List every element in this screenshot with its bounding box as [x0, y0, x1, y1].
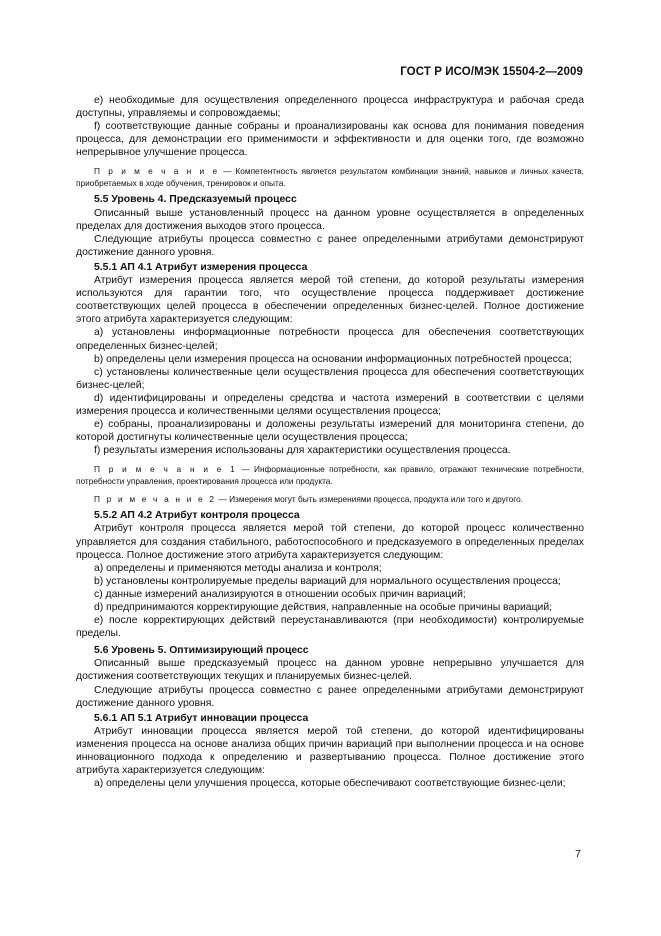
- document-header: ГОСТ Р ИСО/МЭК 15504-2—2009: [400, 66, 583, 78]
- note-label: П р и м е ч а н и е 1: [94, 464, 237, 475]
- paragraph: e) собраны, проанализированы и доложены результаты измерений для мониторинга степени, до которой достигнуты количественные цели осуществления процесса;: [76, 419, 584, 444]
- paragraph: Следующие атрибуты процесса совместно с ранее определенными атрибутами демонстрируют достижение данного уровня.: [76, 684, 584, 709]
- page-number: 7: [575, 848, 581, 860]
- paragraph: a) установлены информационные потребности процесса для обеспечения соответствующих определенных бизнес-целей;: [76, 327, 584, 352]
- paragraph: Описанный выше предсказуемый процесс на данном уровне непрерывно улучшается для достижения соответствующих текущих и планируемых бизнес-целей.: [76, 658, 584, 683]
- subsection-heading: 5.5.1 АП 4.1 Атрибут измерения процесса: [94, 261, 308, 273]
- paragraph: c) установлены количественные цели осуществления процесса для обеспечения соответствующих бизнес-целей;: [76, 366, 584, 391]
- paragraph: Следующие атрибуты процесса совместно с ранее определенными атрибутами демонстрируют достижение данного уровня.: [76, 233, 584, 258]
- section-heading: 5.5 Уровень 4. Предсказуемый процесс: [94, 194, 297, 206]
- paragraph: b) установлены контролируемые пределы вариаций для нормального осуществления процесса;: [94, 575, 561, 587]
- paragraph: e) после корректирующих действий переустанавливаются (при необходимости) контролируемые пределы.: [76, 615, 584, 640]
- subsection-heading: 5.5.2 АП 4.2 Атрибут контроля процесса: [94, 510, 300, 522]
- paragraph: f) соответствующие данные собраны и проанализированы как основа для понимания поведения процесса, для демонстрации его применимости и эффективности и для оценки того, где возможно непрерывное улучшение процесса.: [76, 121, 584, 159]
- note-text: — Компетентность является результатом комбинации знаний, навыков и личных качеств, приобретаемых в ходе обучения, тренировок и опыта.: [76, 166, 584, 189]
- subsection-heading: 5.6.1 АП 5.1 Атрибут инновации процесса: [94, 712, 309, 724]
- paragraph: d) предпринимаются корректирующие действия, направленные на особые причины вариаций;: [94, 602, 553, 613]
- note-label: П р и м е ч а н и е 2: [94, 494, 217, 505]
- paragraph: Атрибут контроля процесса является мерой той степени, до которой процесс количественно управляется для создания стабильного, работоспособного и предсказуемого в определенных пределах процесса. Полное достижение этого атрибута характеризуется следующим:: [76, 523, 584, 561]
- paragraph: Описанный выше установленный процесс на данном уровне осуществляется в определенных пределах для достижения выходов этого процесса.: [76, 207, 584, 232]
- note: [76, 493, 584, 505]
- paragraph: f) результаты измерения использованы для характеристики осуществления процесса.: [94, 445, 511, 457]
- document-body: [76, 94, 584, 790]
- paragraph: b) определены цели измерения процесса на основании информационных потребностей процесса;: [94, 353, 572, 365]
- paragraph: a) определены цели улучшения процесса, которые обеспечивают соответствующие бизнес-цели;: [94, 778, 566, 790]
- paragraph: e) необходимые для осуществления определенного процесса инфраструктура и рабочая среда доступны, управляемы и сопровождаемы;: [76, 95, 584, 120]
- note-text: — Информационные потребности, как правило, отражают технические потребности, потребности управления, проектирования процесса или продукта.: [76, 464, 585, 487]
- note-label: П р и м е ч а н и е: [94, 166, 220, 177]
- paragraph: c) данные измерений анализируются в отношении особых причин вариаций;: [94, 588, 466, 600]
- note: [76, 165, 584, 189]
- note: [76, 463, 584, 487]
- paragraph: d) идентифицированы и определены средства и частота измерений в соответствии с целями измерения процесса и количественными целями осуществления процесса;: [76, 392, 584, 417]
- paragraph: a) определены и применяются методы анализа и контроля;: [94, 562, 382, 574]
- section-heading: 5.6 Уровень 5. Оптимизирующий процесс: [94, 645, 309, 657]
- note-text: — Измерения могут быть измерениями процесса, продукта или того и другого.: [216, 494, 524, 505]
- paragraph: Атрибут инновации процесса является мерой той степени, до которой идентифицированы изменения процесса на основе анализа общих причин вариаций при выполнении процесса и на основе инновационного подхода к определению и развертыванию процесса. Полное достижение этого атрибута характеризуется следующим:: [76, 725, 584, 777]
- paragraph: Атрибут измерения процесса является мерой той степени, до которой результаты измерения используются для гарантии того, что осуществление процесса поддерживает достижение соответствующих целей процесса в обеспечении определенных бизнес-целей. Полное достижение этого атрибута характеризуется следующим:: [76, 275, 584, 326]
